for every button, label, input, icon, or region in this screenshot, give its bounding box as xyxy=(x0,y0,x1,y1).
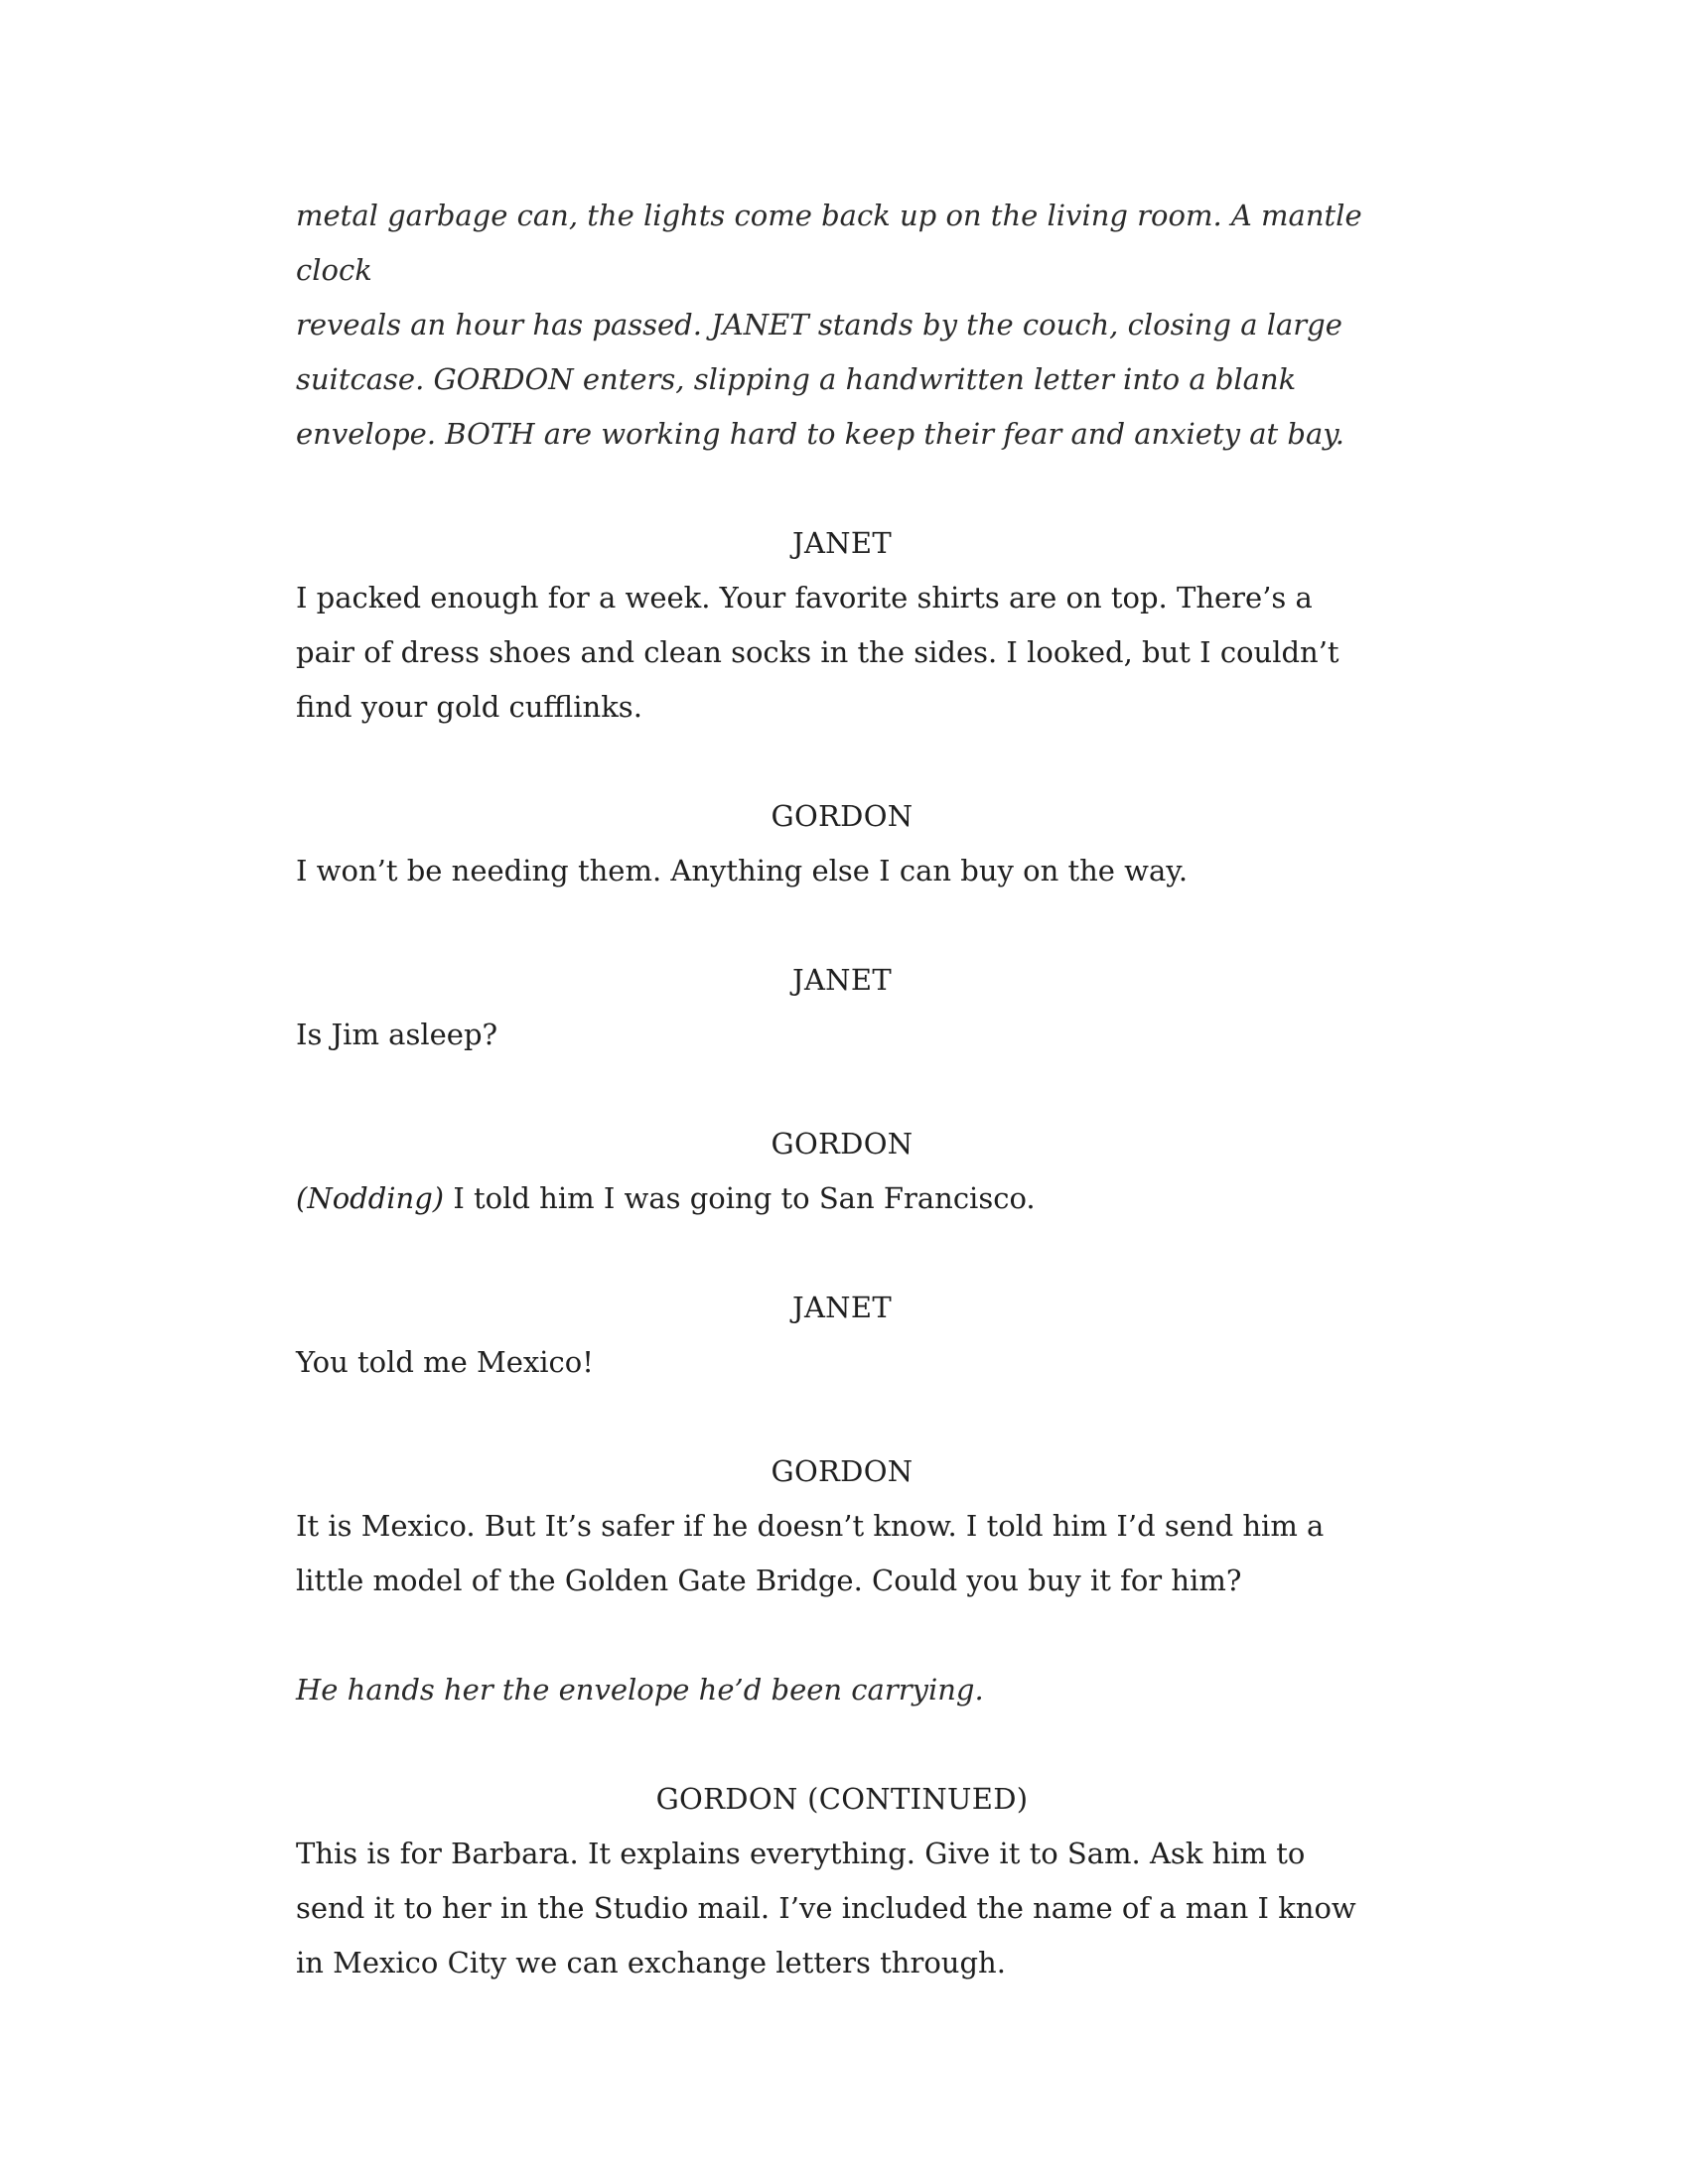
dialogue-block xyxy=(296,1281,1388,1390)
dialogue-text: I told him I was going to San Francisco. xyxy=(444,1181,1036,1215)
dialogue-line: in Mexico City we can exchange letters through. xyxy=(296,1946,1006,1979)
direction-line: reveals an hour has passed. JANET stands by the couch, closing a large xyxy=(296,308,1342,341)
dialogue-line: I packed enough for a week. Your favorite shirts are on top. There’s a xyxy=(296,581,1313,614)
dialogue-block xyxy=(296,1772,1388,1990)
dialogue-block xyxy=(296,1117,1388,1226)
dialogue-line: Is Jim asleep? xyxy=(296,1018,498,1051)
dialogue-line: pair of dress shoes and clean socks in the sides. I looked, but I couldn’t xyxy=(296,635,1339,669)
stage-direction: He hands her the envelope he’d been carrying. xyxy=(296,1673,984,1706)
character-name: GORDON xyxy=(771,1127,914,1160)
dialogue-line: You told me Mexico! xyxy=(296,1345,594,1379)
dialogue-line: little model of the Golden Gate Bridge. Could you buy it for him? xyxy=(296,1564,1242,1597)
dialogue-line: This is for Barbara. It explains everything. Give it to Sam. Ask him to xyxy=(296,1837,1306,1870)
script-page xyxy=(296,189,1388,1990)
direction-line: envelope. BOTH are working hard to keep their fear and anxiety at bay. xyxy=(296,417,1345,451)
character-name: GORDON xyxy=(771,799,914,833)
direction-line: metal garbage can, the lights come back up on the living room. A mantle clock xyxy=(296,199,1362,287)
dialogue-block xyxy=(296,1444,1388,1608)
dialogue-line: find your gold cufflinks. xyxy=(296,690,642,724)
parenthetical: (Nodding) xyxy=(296,1181,445,1215)
character-name: GORDON xyxy=(771,1454,914,1488)
character-name: JANET xyxy=(792,526,892,560)
dialogue-block xyxy=(296,953,1388,1062)
dialogue-line xyxy=(296,1171,1388,1226)
direction-line: suitcase. GORDON enters, slipping a handwritten letter into a blank xyxy=(296,362,1297,396)
dialogue-block xyxy=(296,516,1388,735)
character-name: JANET xyxy=(792,963,892,997)
character-name: JANET xyxy=(792,1291,892,1324)
opening-direction xyxy=(296,189,1388,462)
character-name: GORDON (CONTINUED) xyxy=(655,1782,1029,1816)
dialogue-line: It is Mexico. But It’s safer if he doesn’t know. I told him I’d send him a xyxy=(296,1509,1325,1543)
dialogue-line: I won’t be needing them. Anything else I can buy on the way. xyxy=(296,854,1189,887)
dialogue-line: send it to her in the Studio mail. I’ve included the name of a man I know xyxy=(296,1891,1356,1925)
dialogue-block xyxy=(296,789,1388,898)
